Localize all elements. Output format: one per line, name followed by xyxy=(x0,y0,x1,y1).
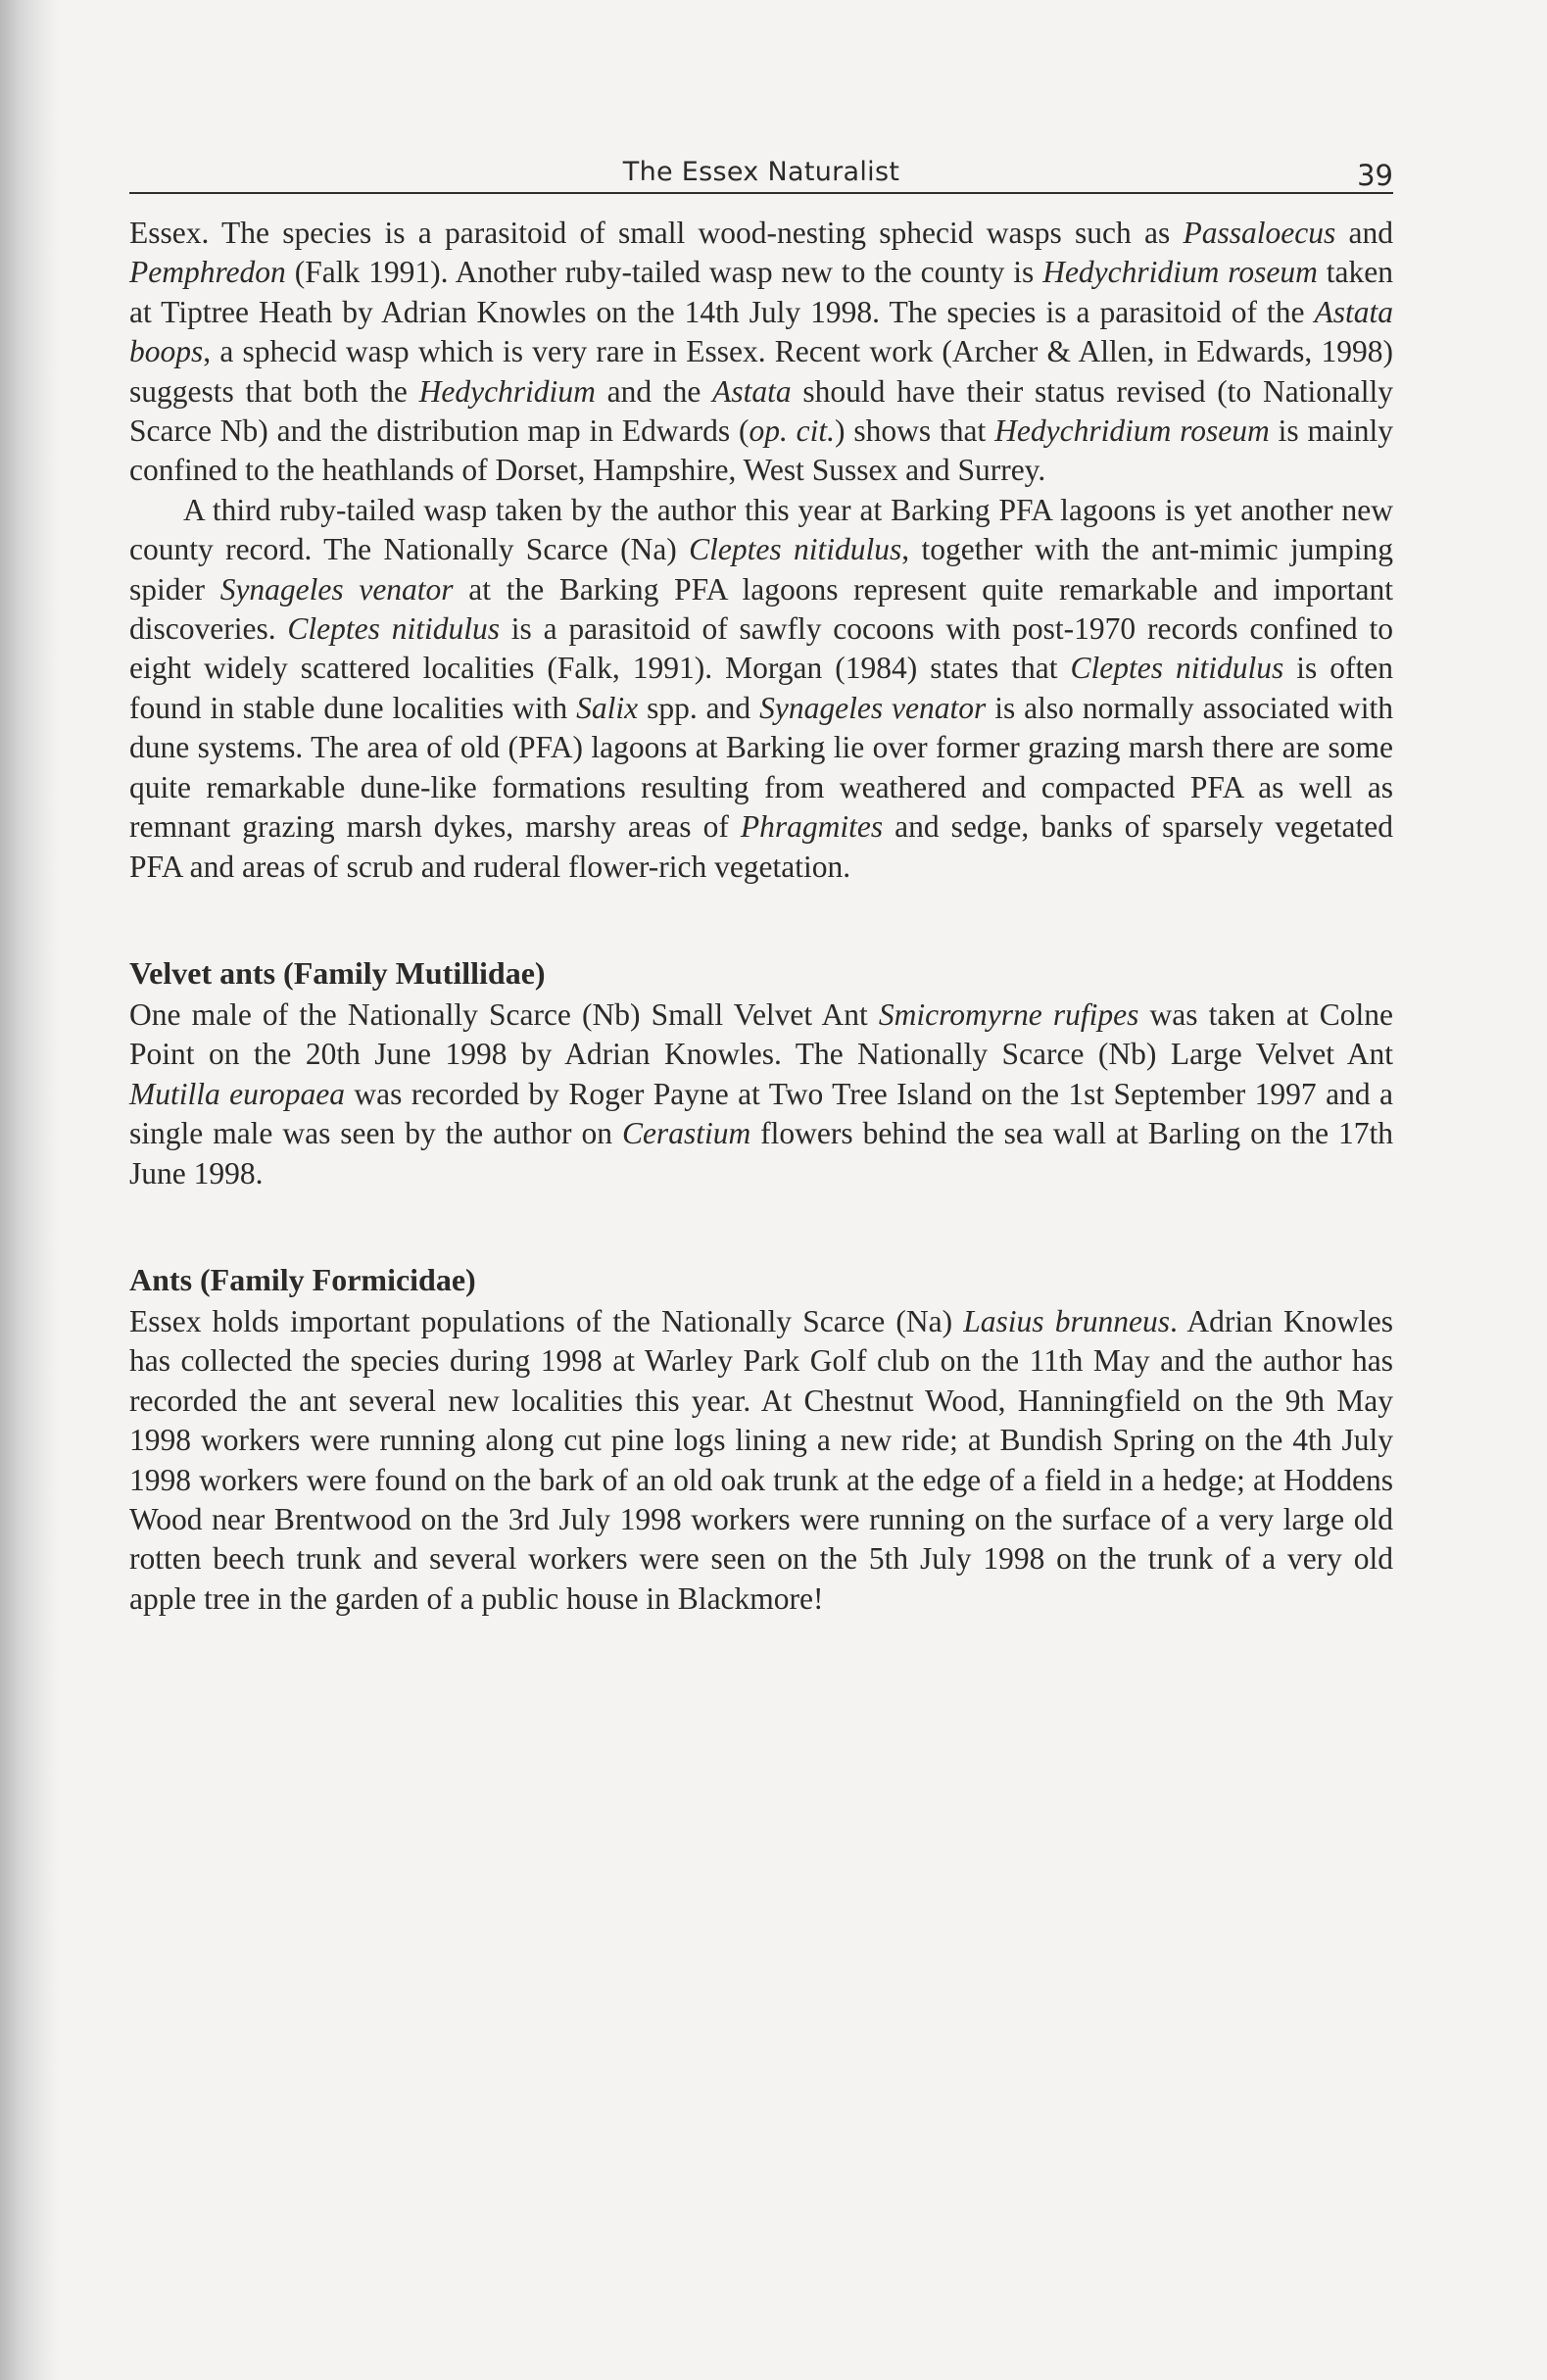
species-name: Mutilla europaea xyxy=(129,1076,345,1111)
running-head xyxy=(129,147,1393,194)
species-name: Passaloecus xyxy=(1183,216,1336,250)
article-body xyxy=(129,214,1393,1619)
species-name: Cleptes nitidulus xyxy=(1070,651,1284,686)
species-name: Hedychridium roseum xyxy=(994,413,1270,449)
species-name: Cleptes nitidulus xyxy=(287,611,500,647)
species-name: Hedychridium xyxy=(418,373,596,409)
paragraph-ants: Essex holds important populations of the Nationally Scarce (Na) Lasius brunneus. Adrian Knowles has collected the species during 1998 at Warley Park Golf club on the 11th May and the author has recorded the ant several new localities this year. At Chestnut Wood, Hanningfield on the 9th May 1998 workers were running along cut pine logs lining a new ride; at Bundish Spring on the 4th July 1998 workers were found on the bark of an old oak trunk at the edge of a field in a hedge; at Hoddens Wood near Brentwood on the 3rd July 1998 workers were running on the surface of a very large old rotten beech trunk and several workers were seen on the 5th July 1998 on the trunk of a very old apple tree in the garden of a public house in Blackmore! xyxy=(129,1303,1393,1616)
species-name: Smicromyrne rufipes xyxy=(878,996,1139,1032)
page xyxy=(129,147,1393,1619)
species-name: Astata boops xyxy=(129,294,1393,369)
species-name: Cleptes nitidulus xyxy=(689,532,902,567)
paragraph-barking-pfa: A third ruby-tailed wasp taken by the author this year at Barking PFA lagoons is yet another new county record. The Nationally Scarce (Na) Cleptes nitidulus, together with the ant-mimic jumping spider Synageles venator at the Barking PFA lagoons represent quite remarkable and important discoveries. Cleptes nitidulus is a parasitoid of sawfly cocoons with post-1970 records confined to eight widely scattered localities (Falk, 1991). Morgan (1984) states that Cleptes nitidulus is often found in stable dune localities with Salix spp. and Synageles venator is also normally associated with dune systems. The area of old (PFA) lagoons at Barking lie over former grazing marsh there are some quite remarkable dune-like formations resulting from weathered and compacted PFA as well as remnant grazing marsh dykes, marshy areas of Phragmites and sedge, banks of sparsely vegetated PFA and areas of scrub and ruderal flower-rich vegetation. xyxy=(129,492,1394,884)
species-name: op. cit. xyxy=(749,413,836,449)
page-number: 39 xyxy=(1357,159,1393,192)
species-name: Cerastium xyxy=(621,1116,751,1151)
species-name: Phragmites xyxy=(740,809,884,845)
species-name: Hedychridium roseum xyxy=(1042,255,1318,290)
species-name: Synageles venator xyxy=(219,571,454,607)
paragraph-velvet-ants: One male of the Nationally Scarce (Nb) Small Velvet Ant Smicromyrne rufipes was taken at Colne Point on the 20th June 1998 by Adrian Knowles. The Nationally Scarce (Nb) Large Velvet Ant Mutilla europaea was recorded by Roger Payne at Two Tree Island on the 1st September 1997 and a single male was seen by the author on Cerastium flowers behind the sea wall at Barling on the 17th June 1998. xyxy=(129,996,1394,1190)
species-name: Pemphredon xyxy=(129,255,286,290)
section-heading-ants: Ants (Family Formicidae) xyxy=(129,1261,476,1297)
species-name: Synageles venator xyxy=(759,690,987,725)
section-heading-velvet-ants: Velvet ants (Family Mutillidae) xyxy=(129,954,546,991)
journal-title: The Essex Naturalist xyxy=(622,157,900,187)
page-gutter-shadow xyxy=(0,0,59,2380)
paragraph-ruby-tailed-wasps: Essex. The species is a parasitoid of small wood-nesting sphecid wasps such as Passaloecus and Pemphredon (Falk 1991). Another ruby-tailed wasp new to the county is Hedychridium roseum taken at Tiptree Heath by Adrian Knowles on the 14th July 1998. The species is a parasitoid of the Astata boops, a sphecid wasp which is very rare in Essex. Recent work (Archer & Allen, in Edwards, 1998) suggests that both the Hedychridium and the Astata should have their status revised (to Nationally Scarce Nb) and the distribution map in Edwards (op. cit.) shows that Hedychridium roseum is mainly confined to the heathlands of Dorset, Hampshire, West Sussex and Surrey. xyxy=(129,216,1394,488)
species-name: Astata xyxy=(712,373,792,409)
species-name: Lasius brunneus xyxy=(963,1303,1171,1338)
species-name: Salix xyxy=(576,690,639,725)
